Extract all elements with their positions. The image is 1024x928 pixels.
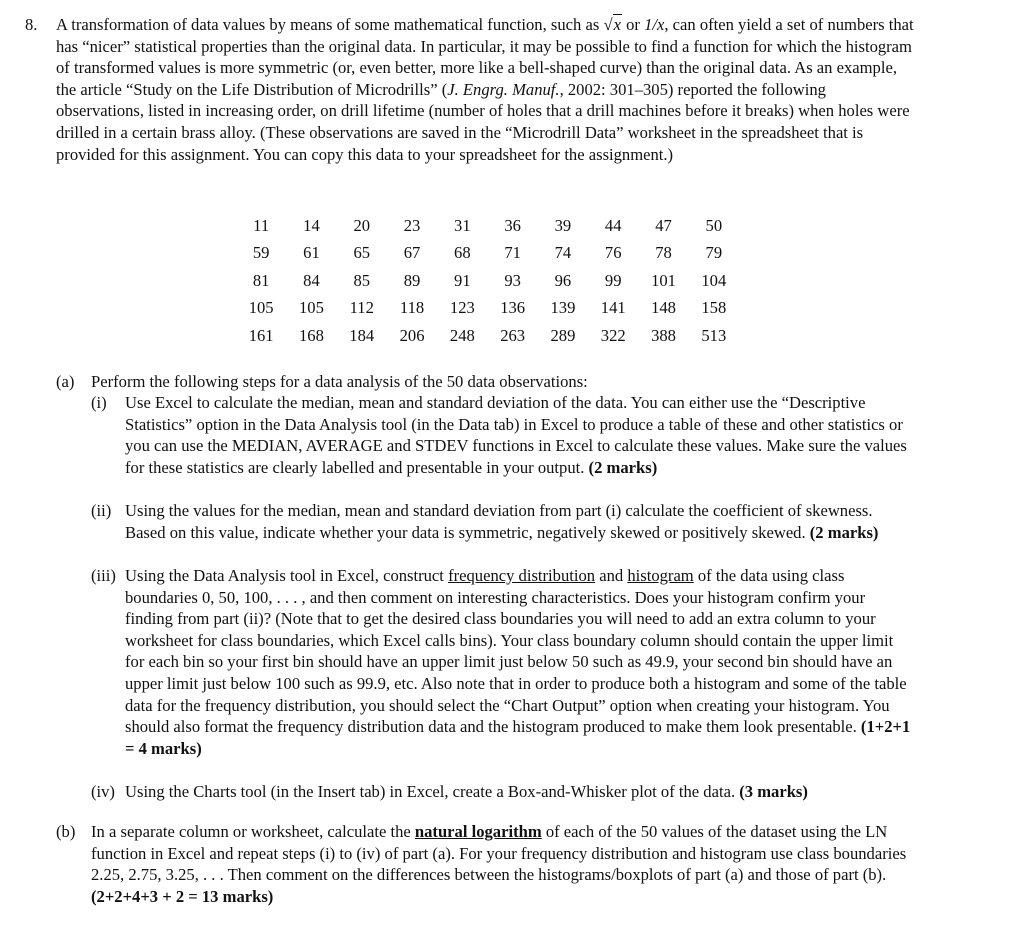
question-intro bbox=[56, 14, 916, 165]
part-a-iii-marks: (1+2+1 = 4 marks) bbox=[125, 717, 911, 758]
part-a-iv-label: (iv) bbox=[91, 782, 115, 801]
intro-text-c: , 2002: 301–305) reported the following observations, listed in increasing order, on drill lifetime (number of holes that a drill machines before it breaks) when holes were drilled in a certain brass alloy. (These observations are saved in the “Microdrill Data” worksheet in the spreadsheet that is provided for this assignment. You can copy this data to your spreadsheet for the assignment.) bbox=[56, 79, 910, 164]
part-b-body-b: of each of the 50 values of the dataset using the LN function in Excel and repeat steps (i) to (iv) of part (a). For your frequency distribution and histogram use class boundaries 2.25, 2.75, 3.25, . . . Then comment on the differences between the histograms/boxplots of part (a) and those of part (b). bbox=[91, 822, 907, 885]
table-cell: 81 bbox=[252, 270, 270, 290]
part-a-iv-marks: (3 marks) bbox=[739, 782, 808, 801]
part-a-ii-marks: (2 marks) bbox=[809, 522, 879, 542]
table-cell: 93 bbox=[504, 270, 521, 290]
table-cell: 148 bbox=[651, 298, 676, 318]
intro-text-b: , can often yield a set of numbers that has “nicer” statistical properties than the original data. In particular, it may be possible to find a function for which the histogram of transformed values is more symmetric (or, even better, more like a bell-shaped curve) than the original data. As an example, the article “Study on the Life Distribution of Microdrills” ( bbox=[56, 15, 914, 99]
table-cell: 248 bbox=[449, 325, 475, 345]
table-cell: 184 bbox=[349, 325, 375, 345]
part-a-ii-text bbox=[125, 500, 911, 543]
table-cell: 76 bbox=[604, 243, 622, 263]
table-cell: 23 bbox=[403, 215, 421, 235]
table-cell: 67 bbox=[403, 243, 421, 263]
part-a-iii-body-a: Using the Data Analysis tool in Excel, construct bbox=[125, 566, 449, 585]
journal-name: J. Engrg. Manuf. bbox=[447, 79, 560, 99]
part-a-i-body: Use Excel to calculate the median, mean and standard deviation of the data. You can either use the “Descriptive Statistics” option in the Data Analysis tool (in the Data tab) in Excel to produce a table of these and other statistics or you can use the MEDIAN, AVERAGE and STDEV functions in Excel to calculate these values. Make sure the values for these statistics are clearly labelled and presentable in your output. bbox=[125, 393, 907, 477]
table-cell: 112 bbox=[349, 298, 374, 318]
table-cell: 61 bbox=[303, 243, 320, 263]
table-row bbox=[236, 267, 739, 295]
table-cell: 101 bbox=[651, 270, 676, 290]
table-cell: 14 bbox=[303, 215, 320, 235]
table-cell: 158 bbox=[701, 298, 727, 318]
table-cell: 105 bbox=[299, 298, 324, 318]
table-row bbox=[236, 240, 739, 268]
part-a-iii-body-b: and bbox=[595, 566, 628, 585]
table-cell: 263 bbox=[500, 325, 526, 345]
table-cell: 59 bbox=[252, 243, 270, 263]
reciprocal-expression: 1/x bbox=[644, 15, 665, 34]
table-cell: 39 bbox=[554, 215, 572, 235]
part-a-iv-body: Using the Charts tool (in the Insert tab) in Excel, create a Box-and-Whisker plot of the data. bbox=[125, 782, 740, 801]
part-a-iii-body-c: of the data using class boundaries 0, 50, 100, . . . , and then comment on interesting characteristics. Does your histogram confirm your finding from part (ii)? (Note that to get the desired class boundaries you will need to add an extra column to your worksheet for class boundaries, which Excel calls bins). Your class boundary column should contain the upper limit for each bin so your first bin should have an upper limit just below 50 such as 49.9, your second bin should have an upper limit just below 100 such as 99.9, etc. Also note that in order to produce both a histogram and some of the table data for the frequency distribution, you should select the “Chart Output” option when creating your histogram. You should also format the frequency distribution data and the histogram produced to make them look presentable. bbox=[125, 566, 907, 737]
table-cell: 85 bbox=[353, 270, 371, 290]
table-cell: 139 bbox=[550, 298, 576, 318]
microdrill-data-table bbox=[236, 212, 739, 350]
histogram-term: histogram bbox=[627, 566, 694, 585]
part-b-marks: (2+2+4+3 + 2 = 13 marks) bbox=[91, 886, 274, 906]
table-cell: 65 bbox=[353, 243, 371, 263]
intro-text-a: A transformation of data values by means of some mathematical function, such as bbox=[56, 15, 604, 34]
table-cell: 84 bbox=[303, 270, 320, 290]
table-row bbox=[236, 322, 739, 350]
table-cell: 91 bbox=[454, 270, 471, 290]
table-cell: 206 bbox=[399, 325, 425, 345]
sqrt-expression: √x bbox=[603, 15, 621, 34]
natural-logarithm-term: natural logarithm bbox=[414, 822, 542, 841]
table-cell: 68 bbox=[454, 243, 471, 263]
table-cell: 118 bbox=[399, 298, 425, 318]
table-cell: 47 bbox=[655, 215, 672, 235]
sqrt-argument: x bbox=[613, 15, 621, 34]
table-cell: 20 bbox=[353, 215, 371, 235]
part-a-i-text bbox=[125, 392, 911, 478]
frequency-distribution-term: frequency distribution bbox=[448, 566, 596, 585]
table-cell: 123 bbox=[449, 298, 475, 318]
part-a-ii-body: Using the values for the median, mean and standard deviation from part (i) calculate the coefficient of skewness. Based on this value, indicate whether your data is symmetric, negatively skewed or positively skewed. bbox=[125, 501, 873, 542]
part-b-label: (b) bbox=[56, 822, 76, 841]
table-row bbox=[236, 295, 739, 323]
table-cell: 44 bbox=[604, 215, 622, 235]
table-cell: 388 bbox=[651, 325, 676, 345]
question-number: 8. bbox=[25, 15, 38, 34]
part-a-ii-label: (ii) bbox=[91, 501, 112, 520]
table-cell: 79 bbox=[705, 243, 723, 263]
table-cell: 99 bbox=[604, 270, 622, 290]
table-cell: 74 bbox=[554, 243, 572, 263]
table-row bbox=[236, 212, 739, 240]
table-cell: 31 bbox=[454, 215, 471, 235]
part-a-text: Perform the following steps for a data analysis of the 50 data observations: bbox=[91, 372, 588, 391]
part-a-iii-text bbox=[125, 565, 911, 759]
table-cell: 136 bbox=[500, 298, 526, 318]
table-cell: 50 bbox=[705, 215, 723, 235]
table-cell: 96 bbox=[554, 270, 572, 290]
table-cell: 322 bbox=[600, 325, 626, 345]
table-cell: 71 bbox=[504, 243, 521, 263]
part-b-text bbox=[91, 821, 911, 907]
part-a-label: (a) bbox=[56, 372, 75, 391]
table-cell: 289 bbox=[550, 325, 576, 345]
part-a-iii-label: (iii) bbox=[91, 566, 116, 585]
intro-or: or bbox=[621, 15, 645, 34]
table-cell: 36 bbox=[504, 215, 521, 235]
table-cell: 168 bbox=[299, 325, 324, 345]
part-a-i-marks: (2 marks) bbox=[588, 457, 658, 477]
part-a-i-label: (i) bbox=[91, 393, 107, 412]
part-a-iv-text bbox=[125, 781, 925, 803]
table-cell: 11 bbox=[253, 215, 270, 235]
table-cell: 161 bbox=[248, 325, 274, 345]
table-cell: 104 bbox=[701, 270, 727, 290]
part-b-body-a: In a separate column or worksheet, calculate the bbox=[91, 822, 415, 841]
table-cell: 105 bbox=[248, 298, 274, 318]
table-cell: 513 bbox=[701, 325, 727, 345]
table-cell: 141 bbox=[600, 298, 626, 318]
table-cell: 89 bbox=[403, 270, 421, 290]
table-cell: 78 bbox=[655, 243, 672, 263]
